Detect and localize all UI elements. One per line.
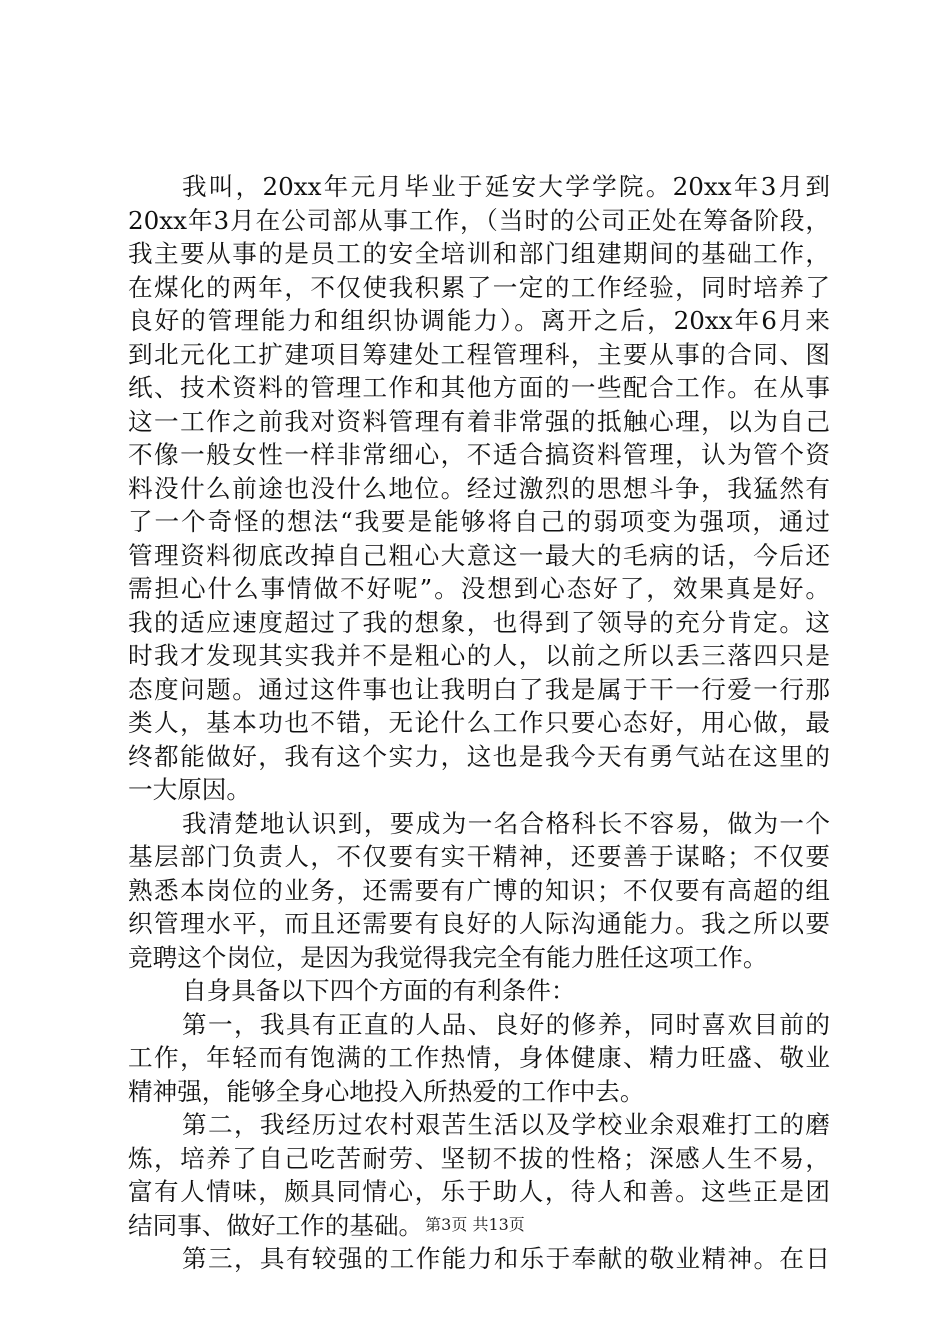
text-line: 基层部门负责人，不仅要有实干精神，还要善于谋略；不仅要 bbox=[128, 842, 830, 871]
text-line: 精神强，能够全身心地投入所热爱的工作中去。 bbox=[128, 1076, 645, 1106]
text-line: 我主要从事的是员工的安全培训和部门组建期间的基础工作， bbox=[128, 239, 830, 268]
text-line: 炼，培养了自己吃苦耐劳、坚韧不拔的性格；深感人生不易， bbox=[128, 1143, 830, 1173]
text-line: 我清楚地认识到，要成为一名合格科长不容易，做为一个 bbox=[182, 808, 830, 838]
document-body bbox=[128, 170, 830, 1276]
text-line: 管理资料彻底改掉自己粗心大意这一最大的毛病的话，今后还 bbox=[128, 540, 830, 570]
page-number-footer: 第3页 共13页 bbox=[425, 1215, 525, 1234]
text-line: 一大原因。 bbox=[128, 775, 251, 804]
text-line: 良好的管理能力和组织协调能力）。离开之后，20xx年6月来 bbox=[128, 306, 830, 335]
text-line: 类人，基本功也不错，无论什么工作只要心态好，用心做，最 bbox=[128, 708, 830, 737]
text-line: 了一个奇怪的想法“我要是能够将自己的弱项变为强项，通过 bbox=[128, 507, 830, 536]
text-line: 熟悉本岗位的业务，还需要有广博的知识；不仅要有高超的组 bbox=[128, 875, 830, 905]
text-line: 态度问题。通过这件事也让我明白了我是属于干一行爱一行那 bbox=[128, 674, 830, 704]
text-line: 工作，年轻而有饱满的工作热情，身体健康、精力旺盛、敬业 bbox=[128, 1043, 830, 1072]
text-line: 纸、技术资料的管理工作和其他方面的一些配合工作。在从事 bbox=[128, 373, 830, 402]
text-line: 织管理水平，而且还需要有良好的人际沟通能力。我之所以要 bbox=[128, 909, 830, 938]
text-line: 我的适应速度超过了我的想象，也得到了领导的充分肯定。这 bbox=[128, 607, 830, 637]
text-line: 料没什么前途也没什么地位。经过激烈的思想斗争，我猛然有 bbox=[128, 473, 830, 503]
text-line: 时我才发现其实我并不是粗心的人，以前之所以丢三落四只是 bbox=[128, 641, 830, 670]
text-line: 富有人情味，颇具同情心，乐于助人，待人和善。这些正是团 bbox=[128, 1177, 830, 1206]
text-line: 第一，我具有正直的人品、良好的修养，同时喜欢目前的 bbox=[182, 1009, 830, 1039]
text-line: 终都能做好，我有这个实力，这也是我今天有勇气站在这里的 bbox=[128, 741, 830, 771]
text-line: 自身具备以下四个方面的有利条件： bbox=[182, 976, 576, 1005]
text-line: 这一工作之前我对资料管理有着非常强的抵触心理，以为自己 bbox=[128, 406, 830, 436]
text-line: 第二，我经历过农村艰苦生活以及学校业余艰难打工的磨 bbox=[182, 1110, 830, 1139]
text-line: 第三，具有较强的工作能力和乐于奉献的敬业精神。在日 bbox=[182, 1244, 830, 1273]
text-line: 20xx年3月在公司部从事工作，（当时的公司正处在筹备阶段， bbox=[128, 205, 830, 235]
text-line: 竞聘这个岗位，是因为我觉得我完全有能力胜任这项工作。 bbox=[128, 942, 768, 972]
text-line: 我叫，20xx年元月毕业于延安大学学院。20xx年3月到 bbox=[182, 172, 830, 201]
text-line: 需担心什么事情做不好呢”。没想到心态好了，效果真是好。 bbox=[128, 574, 830, 603]
text-line: 结同事、做好工作的基础。 bbox=[128, 1210, 424, 1240]
text-line: 在煤化的两年，不仅使我积累了一定的工作经验，同时培养了 bbox=[128, 272, 830, 302]
text-line: 不像一般女性一样非常细心，不适合搞资料管理，认为管个资 bbox=[128, 440, 830, 469]
text-line: 到北元化工扩建项目筹建处工程管理科，主要从事的合同、图 bbox=[128, 339, 830, 369]
